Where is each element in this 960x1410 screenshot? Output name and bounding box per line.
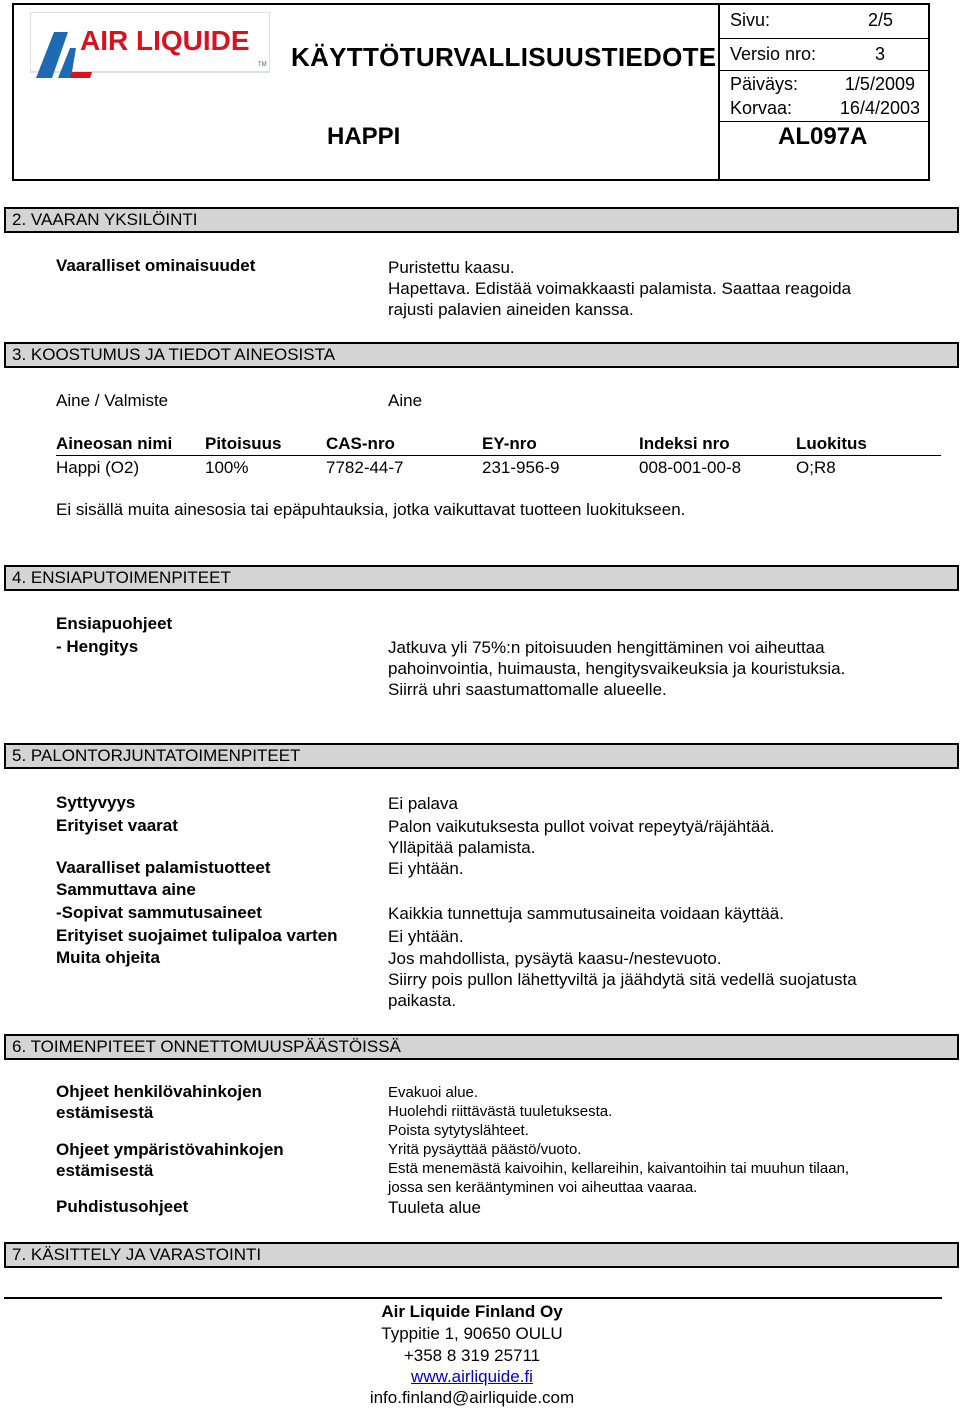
- other-instructions-value: Jos mahdollista, pysäytä kaasu-/nestevuoto. Siirry pois pullon lähettyviltä ja jäähdytä sitä vedellä suojatusta paikasta.: [388, 949, 857, 1010]
- document-title: KÄYTTÖTURVALLISUUSTIEDOTE: [291, 42, 717, 72]
- special-hazards-label: Erityiset vaarat: [56, 816, 178, 835]
- col-header-classification: Luokitus: [796, 434, 867, 453]
- cell-name: Happi (O2): [56, 458, 140, 477]
- section-6-header: 6. TOIMENPITEET ONNETTOMUUSPÄÄSTÖISSÄ: [4, 1034, 959, 1060]
- version-value: 3: [874, 44, 885, 64]
- substance-value: Aine: [388, 391, 423, 410]
- svg-text:TM: TM: [258, 62, 267, 68]
- cleanup-methods-label: Puhdistusohjeet: [56, 1197, 189, 1216]
- footer-website-link[interactable]: www.airliquide.fi: [411, 1367, 533, 1386]
- inhalation-label: - Hengitys: [56, 637, 139, 656]
- section-5-header: 5. PALONTORJUNTATOIMENPITEET: [4, 743, 959, 769]
- section-2-header: 2. VAARAN YKSILÖINTI: [4, 207, 959, 233]
- environmental-precautions-value: Yritä pysäyttää päästö/vuoto. Estä menemästä kaivoihin, kellareihin, kaivantoihin tai muuhun tilaan, jossa sen kerääntyminen voi aiheuttaa vaaraa.: [388, 1141, 850, 1196]
- cell-ec: 231-956-9: [482, 458, 560, 477]
- inhalation-value: Jatkuva yli 75%:n pitoisuuden hengittäminen voi aiheuttaa pahoinvointia, huimausta, hengitysvaikeuksia ja kouristuksia. Siirrä uhri saastumattomalle alueelle.: [388, 638, 846, 699]
- product-code: AL097A: [778, 123, 868, 150]
- table-header-rule: [56, 455, 941, 456]
- other-instructions-label: Muita ohjeita: [56, 948, 160, 967]
- footer-phone: +358 8 319 25711: [403, 1346, 541, 1365]
- date-label: Päiväys:: [730, 74, 799, 94]
- col-header-cas: CAS-nro: [326, 434, 395, 453]
- footer-rule: [4, 1297, 942, 1299]
- footer-email[interactable]: info.finland@airliquide.com: [369, 1388, 575, 1407]
- footer-address: Typpitie 1, 90650 OULU: [381, 1324, 563, 1343]
- meta-divider: [720, 121, 930, 122]
- section-3-header: 3. KOOSTUMUS JA TIEDOT AINEOSISTA: [4, 342, 959, 368]
- cell-cas: 7782-44-7: [326, 458, 404, 477]
- hazard-properties-label: Vaaralliset ominaisuudet: [56, 256, 256, 275]
- col-header-index: Indeksi nro: [639, 434, 730, 453]
- page-value: 2/5: [867, 10, 893, 30]
- svg-text:AIR LIQUIDE: AIR LIQUIDE: [80, 25, 250, 56]
- meta-divider: [720, 70, 930, 71]
- extinguishing-media-label: Sammuttava aine: [56, 880, 196, 899]
- environmental-precautions-label: Ohjeet ympäristövahinkojen estämisestä: [56, 1140, 284, 1180]
- product-name: HAPPI: [327, 123, 401, 150]
- cell-classification: O;R8: [796, 458, 836, 477]
- special-hazards-value-2: Ylläpitää palamista.: [388, 838, 536, 857]
- air-liquide-logo: [30, 12, 270, 82]
- special-hazards-value-1: Palon vaikutuksesta pullot voivat repeytyä/räjähtää.: [388, 817, 775, 836]
- flammability-label: Syttyvyys: [56, 793, 136, 812]
- cell-index: 008-001-00-8: [639, 458, 742, 477]
- suitable-media-label: -Sopivat sammutusaineet: [56, 903, 262, 922]
- replaces-label: Korvaa:: [730, 98, 793, 118]
- col-header-name: Aineosan nimi: [56, 434, 173, 453]
- col-header-concentration: Pitoisuus: [205, 434, 282, 453]
- replaces-value: 16/4/2003: [839, 98, 920, 118]
- protective-equipment-label: Erityiset suojaimet tulipaloa varten: [56, 926, 338, 945]
- flammability-value: Ei palava: [388, 794, 458, 813]
- meta-divider: [720, 38, 930, 39]
- section-4-header: 4. ENSIAPUTOIMENPITEET: [4, 565, 959, 591]
- footer-company: Air Liquide Finland Oy: [381, 1302, 563, 1321]
- suitable-media-value: Kaikkia tunnettuja sammutusaineita voidaan käyttää.: [388, 904, 784, 923]
- date-value: 1/5/2009: [844, 74, 915, 94]
- col-header-ec: EY-nro: [482, 434, 537, 453]
- cleanup-methods-value: Tuuleta alue: [388, 1198, 481, 1217]
- combustion-products-value: Ei yhtään.: [388, 859, 464, 878]
- section-7-header: 7. KÄSITTELY JA VARASTOINTI: [4, 1242, 959, 1268]
- page-label: Sivu:: [730, 10, 771, 30]
- combustion-products-label: Vaaralliset palamistuotteet: [56, 858, 271, 877]
- protective-equipment-value: Ei yhtään.: [388, 927, 464, 946]
- personal-precautions-value: Evakuoi alue. Huolehdi riittävästä tuuletuksesta. Poista sytytyslähteet.: [388, 1084, 613, 1139]
- version-label: Versio nro:: [730, 44, 817, 64]
- header-divider: [718, 3, 720, 181]
- personal-precautions-label: Ohjeet henkilövahinkojen estämisestä: [56, 1082, 262, 1122]
- first-aid-label: Ensiapuohjeet: [56, 614, 173, 633]
- substance-label: Aine / Valmiste: [56, 391, 169, 410]
- cell-concentration: 100%: [205, 458, 249, 477]
- hazard-properties-value: Puristettu kaasu. Hapettava. Edistää voimakkaasti palamista. Saattaa reagoida rajusti palavien aineiden kanssa.: [388, 258, 852, 319]
- composition-note: Ei sisällä muita ainesosia tai epäpuhtauksia, jotka vaikuttavat tuotteen luokitukseen.: [56, 500, 686, 519]
